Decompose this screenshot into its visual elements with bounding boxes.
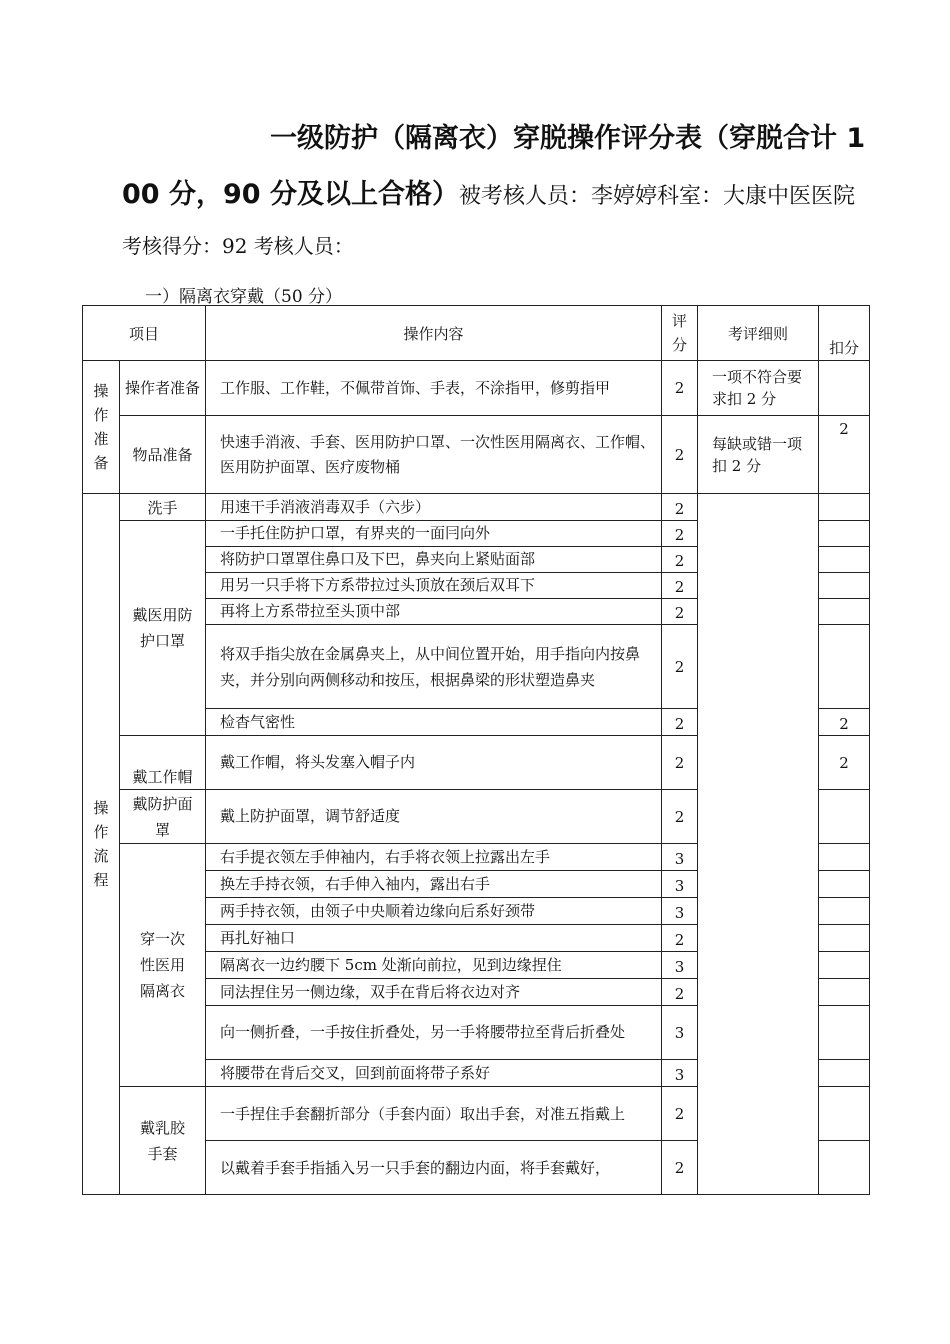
deduct-cell <box>819 494 870 521</box>
score-cell: 2 <box>662 925 698 952</box>
score-cell: 3 <box>662 1060 698 1087</box>
item-face-shield: 戴防护面罩 <box>120 790 206 844</box>
score-cell: 2 <box>662 494 698 521</box>
title-line-2 <box>122 172 855 211</box>
content-cell: 换左手持衣领，右手伸入袖内，露出右手 <box>206 871 662 898</box>
score-cell: 2 <box>662 361 698 416</box>
content-cell: 一手托住防护口罩，有界夹的一面冃向外 <box>206 521 662 547</box>
score-cell: 3 <box>662 952 698 979</box>
score-cell: 2 <box>662 599 698 625</box>
rule-cell: 每缺或错一项扣 2 分 <box>698 416 819 494</box>
content-cell: 再扎好袖口 <box>206 925 662 952</box>
content-cell: 向一侧折叠，一手按住折叠处，另一手将腰带拉至背后折叠处 <box>206 1006 662 1060</box>
deduct-cell <box>819 952 870 979</box>
content-cell: 戴工作帽，将头发塞入帽子内 <box>206 736 662 790</box>
header-item: 项目 <box>83 306 206 361</box>
item-wash-hands: 洗手 <box>120 494 206 521</box>
deduct-cell <box>819 599 870 625</box>
item-gown: 穿一次性医用隔离衣 <box>120 844 206 1087</box>
deduct-cell <box>819 625 870 709</box>
deduct-cell <box>819 1141 870 1195</box>
content-cell: 快速手消液、手套、医用防护口罩、一次性医用隔离衣、工作帽、医用防护面罩、医疗废物桶 <box>206 416 662 494</box>
score-cell: 2 <box>662 709 698 736</box>
content-cell: 一手捏住手套翻折部分（手套内面）取出手套，对准五指戴上 <box>206 1087 662 1141</box>
score-cell: 2 <box>662 573 698 599</box>
group-flow: 操作流程 <box>83 494 120 1195</box>
item-gloves: 戴乳胶手套 <box>120 1087 206 1195</box>
header-content: 操作内容 <box>206 306 662 361</box>
content-cell: 用另一只手将下方系带拉过头顶放在颈后双耳下 <box>206 573 662 599</box>
deduct-cell <box>819 573 870 599</box>
content-cell: 戴上防护面罩，调节舒适度 <box>206 790 662 844</box>
deduct-cell <box>819 547 870 573</box>
deduct-cell <box>819 790 870 844</box>
score-cell: 3 <box>662 871 698 898</box>
content-cell: 两手持衣领，由领子中央顺着边缘向后系好颈带 <box>206 898 662 925</box>
content-cell: 隔离衣一边约腰下 5cm 处渐向前拉，见到边缘捏住 <box>206 952 662 979</box>
deduct-cell <box>819 1006 870 1060</box>
item-mask: 戴医用防护口罩 <box>120 521 206 736</box>
score-cell: 2 <box>662 625 698 709</box>
deduct-cell: 2 <box>819 416 870 494</box>
table-row <box>83 494 870 521</box>
item-cap: 戴工作帽 <box>120 736 206 790</box>
deduct-cell <box>819 898 870 925</box>
item-operator-prep: 操作者准备 <box>120 361 206 416</box>
deduct-cell <box>819 1060 870 1087</box>
content-cell: 将防护口罩罩住鼻口及下巴，鼻夹向上紧贴面部 <box>206 547 662 573</box>
deduct-cell: 2 <box>819 736 870 790</box>
content-cell: 检杳气密性 <box>206 709 662 736</box>
header-score: 评分 <box>662 306 698 361</box>
deduct-cell <box>819 1087 870 1141</box>
table-row <box>83 361 870 416</box>
section-heading: 一）隔离衣穿戴（50 分） <box>145 287 343 307</box>
group-prep: 操作准备 <box>83 361 120 494</box>
content-cell: 将双手指尖放在金属鼻夹上，从中间位置开始，用手指向内按鼻夹，并分别向两侧移动和按压，根据鼻梁的形状塑造鼻夹 <box>206 625 662 709</box>
content-cell: 再将上方系带拉至头顶中部 <box>206 599 662 625</box>
deduct-cell <box>819 871 870 898</box>
deduct-cell <box>819 521 870 547</box>
rule-cell-empty <box>698 494 819 1195</box>
deduct-cell: 2 <box>819 709 870 736</box>
examinee-info: 被考核人员：李婷婷科室：大康中医医院 <box>458 184 855 209</box>
header-rule: 考评细则 <box>698 306 819 361</box>
score-cell: 2 <box>662 979 698 1006</box>
scoring-table <box>82 305 870 1195</box>
deduct-cell <box>819 361 870 416</box>
exam-score-line: 考核得分：92 考核人员： <box>122 234 354 258</box>
deduct-cell <box>819 979 870 1006</box>
score-cell: 3 <box>662 898 698 925</box>
score-cell: 2 <box>662 736 698 790</box>
score-cell: 2 <box>662 416 698 494</box>
score-cell: 2 <box>662 790 698 844</box>
deduct-cell <box>819 844 870 871</box>
score-cell: 2 <box>662 547 698 573</box>
content-cell: 以戴着手套手指插入另一只手套的翻边内面，将手套戴好， <box>206 1141 662 1195</box>
item-supplies-prep: 物品准备 <box>120 416 206 494</box>
score-cell: 3 <box>662 844 698 871</box>
header-row <box>83 306 870 361</box>
content-cell: 用速干手消液消毒双手（六步） <box>206 494 662 521</box>
table-row <box>83 416 870 494</box>
score-cell: 3 <box>662 1006 698 1060</box>
deduct-cell <box>819 925 870 952</box>
content-cell: 工作服、工作鞋，不佩带首饰、手表，不涂指甲，修剪指甲 <box>206 361 662 416</box>
content-cell: 右手提衣领左手伸袖内，右手将衣领上拉露出左手 <box>206 844 662 871</box>
score-cell: 2 <box>662 1087 698 1141</box>
form-title: 一级防护（隔离衣）穿脱操作评分表（穿脱合计 1 <box>270 123 866 154</box>
header-deduct: 扣分 <box>819 306 870 361</box>
content-cell: 将腰带在背后交叉，回到前面将带子系好 <box>206 1060 662 1087</box>
score-cell: 2 <box>662 521 698 547</box>
title-score-requirement: 00 分，90 分及以上合格） <box>122 179 459 210</box>
score-cell: 2 <box>662 1141 698 1195</box>
content-cell: 同法捏住另一侧边缘，双手在背后将衣边对齐 <box>206 979 662 1006</box>
rule-cell: 一项不符合要求扣 2 分 <box>698 361 819 416</box>
